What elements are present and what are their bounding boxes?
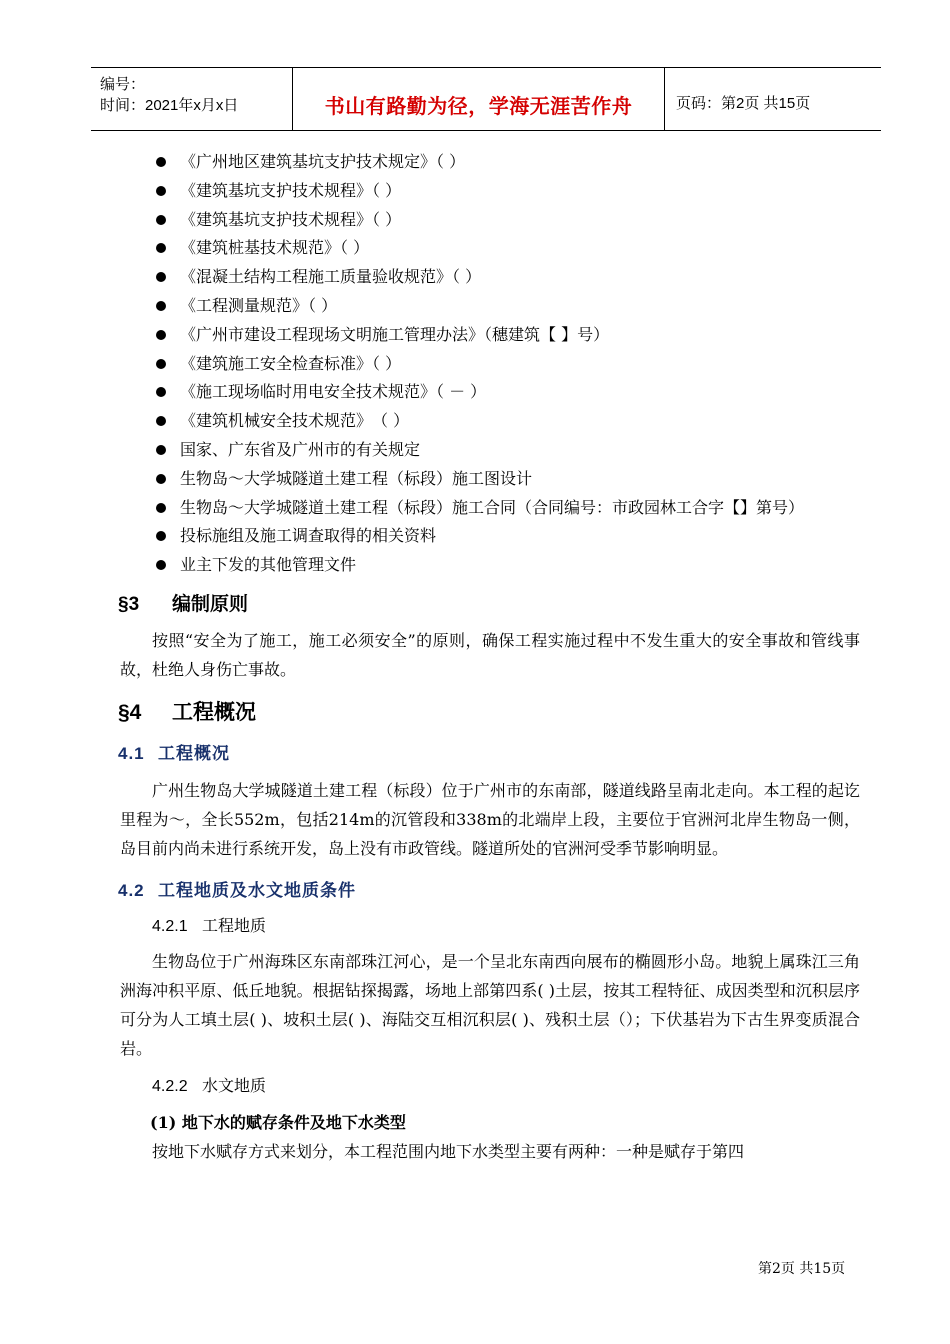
list-item-text: 《建筑基坑支护技术规程》（ ）	[180, 209, 402, 229]
paragraph: 按照“安全为了施工，施工必须安全”的原则，确保工程实施过程中不发生重大的安全事故和管线事故，杜绝人身伤亡事故。	[120, 630, 860, 679]
list-item-text: 《广州市建设工程现场文明施工管理办法》（穗建筑【 】号）	[180, 324, 610, 344]
bullet-icon	[156, 560, 166, 570]
bullet-icon	[156, 387, 166, 397]
bullet-icon	[156, 186, 166, 196]
bullet-icon	[156, 157, 166, 167]
code-label: 编号：	[100, 76, 146, 93]
bullet-icon	[156, 503, 166, 513]
subsection-title: 工程地质及水文地质条件	[158, 880, 356, 901]
list-item	[114, 407, 864, 436]
bullet-icon	[156, 474, 166, 484]
subsubsection-title: 工程地质	[202, 917, 267, 935]
header-motto-cell	[293, 68, 665, 130]
bullet-icon	[156, 272, 166, 282]
header-meta-cell	[91, 68, 293, 130]
time-label: 时间：2021年x月x日	[100, 97, 239, 114]
list-item-text: 《建筑机械安全技术规范》 （ ）	[180, 411, 410, 431]
list-item	[114, 263, 864, 292]
item-heading: (1) 地下水的赋存条件及地下水类型	[150, 1112, 406, 1132]
list-item-text: 《建筑基坑支护技术规程》（ ）	[180, 180, 402, 200]
section-number: §4	[118, 700, 142, 724]
list-item-text: 国家、广东省及广州市的有关规定	[180, 439, 421, 459]
list-item	[114, 522, 864, 551]
list-item	[114, 465, 864, 494]
bullet-icon	[156, 330, 166, 340]
bullet-icon	[156, 445, 166, 455]
paragraph: 按地下水赋存方式来划分，本工程范围内地下水类型主要有两种：一种是赋存于第四	[152, 1141, 745, 1161]
document-body	[114, 148, 864, 1166]
bullet-icon	[156, 243, 166, 253]
bullet-icon	[156, 215, 166, 225]
list-item-text: 生物岛～大学城隧道土建工程（标段）施工图设计	[180, 468, 533, 488]
list-item	[114, 350, 864, 379]
list-item	[114, 494, 864, 523]
list-item-text: 投标施组及施工调查取得的相关资料	[180, 526, 437, 546]
list-item-text: 《广州地区建筑基坑支护技术规定》（ ）	[180, 152, 466, 171]
list-item-text: 《工程测量规范》（ ）	[180, 295, 338, 315]
list-item-text: 《混凝土结构工程施工质量验收规范》（ ）	[180, 267, 482, 287]
subsection-title: 工程概况	[158, 743, 230, 764]
section-heading	[118, 588, 864, 622]
list-item	[114, 292, 864, 321]
list-item	[114, 378, 864, 407]
header-page-cell	[666, 68, 881, 130]
subsubsection-heading	[152, 1073, 864, 1101]
list-item	[114, 148, 864, 177]
page-footer: 第2页 共15页	[758, 1261, 846, 1277]
list-item	[114, 206, 864, 235]
subsection-heading	[118, 740, 864, 768]
section-heading	[118, 696, 864, 730]
bullet-icon	[156, 416, 166, 426]
list-item	[114, 234, 864, 263]
subsubsection-title: 水文地质	[202, 1077, 267, 1095]
bullet-icon	[156, 359, 166, 369]
subsubsection-heading	[152, 913, 864, 941]
list-item	[114, 177, 864, 206]
reference-list	[114, 148, 864, 580]
section-title: 工程概况	[172, 700, 256, 724]
page-header	[91, 67, 881, 131]
section-number: §3	[118, 593, 140, 615]
list-item-text: 业主下发的其他管理文件	[180, 555, 357, 575]
motto: 书山有路勤为径，学海无涯苦作舟	[324, 94, 633, 118]
list-item-text: 《建筑桩基技术规范》（ ）	[180, 238, 370, 258]
list-item-text: 《施工现场临时用电安全技术规范》（ － ）	[180, 382, 487, 402]
subsubsection-number: 4.2.2	[152, 1077, 188, 1095]
list-item	[114, 321, 864, 350]
list-item-text: 生物岛～大学城隧道土建工程（标段）施工合同（合同编号：市政园林工合字【】第号）	[180, 497, 805, 517]
list-item	[114, 551, 864, 580]
section-title: 编制原则	[172, 593, 249, 615]
subsection-number: 4.2	[118, 880, 145, 900]
paragraph: 生物岛位于广州海珠区东南部珠江河心，是一个呈北东南西向展布的椭圆形小岛。地貌上属珠江三角洲海冲积平原、低丘地貌。根据钻探揭露，场地上部第四系( )土层，按其工程特征、成因类型和沉积层序可分为人工填土层( )、坡积土层( )、海陆交互相沉积层( )、残积土层（）；下伏基岩为下古生界变质混合岩。	[120, 951, 860, 1058]
page-number-label: 页码：第2页 共15页	[676, 95, 811, 112]
paragraph: 广州生物岛大学城隧道土建工程（标段）位于广州市的东南部，隧道线路呈南北走向。本工程的起讫里程为～，全长552m，包括214m的沉管段和338m的北端岸上段，主要位于官洲河北岸生物岛一侧，岛目前内尚未进行系统开发，岛上没有市政管线。隧道所处的官洲河受季节影响明显。	[120, 780, 860, 858]
bullet-icon	[156, 301, 166, 311]
subsection-number: 4.1	[118, 743, 145, 763]
list-item-text: 《建筑施工安全检查标准》（ ）	[180, 353, 402, 373]
bullet-icon	[156, 531, 166, 541]
subsubsection-number: 4.2.1	[152, 917, 188, 935]
list-item	[114, 436, 864, 465]
subsection-heading	[118, 877, 864, 905]
